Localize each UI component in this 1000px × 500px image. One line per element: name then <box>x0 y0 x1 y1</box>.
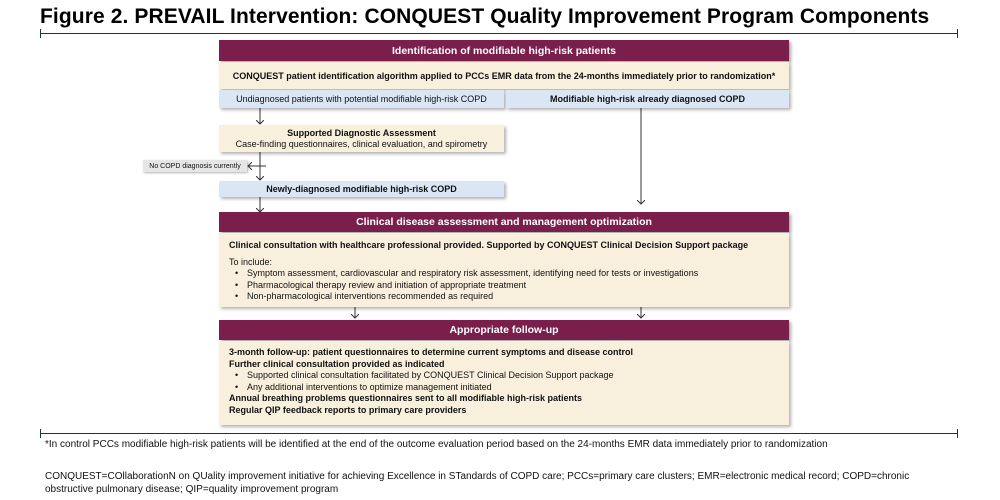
newly-diagnosed-text: Newly-diagnosed modifiable high-risk COPD <box>266 184 457 194</box>
section2-to-include: To include: <box>229 257 273 267</box>
diagnostic-title: Supported Diagnostic Assessment <box>287 128 436 138</box>
figure-title: Figure 2. PREVAIL Intervention: CONQUEST Quality Improvement Program Components <box>40 5 930 28</box>
section1-header: Identification of modifiable high-risk patients <box>219 40 789 61</box>
section3-header: Appropriate follow-up <box>219 320 789 340</box>
already-diagnosed-box <box>506 90 789 108</box>
footnote-abbreviations: CONQUEST=COllaborationN on QUality improvement initiative for achieving Excellence in STandards of COPD care; PCCs=primary care clusters; EMR=electronic medical record; COPD=chronic obstructive pulmonary disease; QIP=quality improvement program <box>45 471 910 495</box>
followup-line2: Further clinical consultation provided as indicated <box>229 358 445 369</box>
no-diagnosis-box <box>143 160 247 172</box>
undiagnosed-box <box>219 90 504 108</box>
section2-bullet: • Non-pharmacological interventions recommended as required <box>229 291 781 303</box>
followup-line4: Regular QIP feedback reports to primary care providers <box>229 404 467 415</box>
newly-diagnosed-box <box>219 181 504 197</box>
followup-line1: 3-month follow-up: patient questionnaires to determine current symptoms and disease control <box>229 347 634 357</box>
undiagnosed-text: Undiagnosed patients with potential modifiable high-risk COPD <box>236 94 487 104</box>
section2-bullet: • Symptom assessment, cardiovascular and respiratory risk assessment, identifying need for tests or investigations <box>229 268 781 280</box>
algorithm-text: CONQUEST patient identification algorithm applied to PCCs EMR data from the 24-months immediately prior to randomization* <box>232 70 776 81</box>
section2-bullet: • Pharmacological therapy review and initiation of appropriate treatment <box>229 280 781 292</box>
section3-bullet: • Supported clinical consultation facilitated by CONQUEST Clinical Decision Support package <box>229 370 781 382</box>
bottom-rule-left-cap <box>40 429 41 438</box>
bottom-rule <box>40 433 958 434</box>
section2-body <box>219 233 789 307</box>
already-diagnosed-text: Modifiable high-risk already diagnosed COPD <box>549 94 746 104</box>
section2-bullet-list <box>229 268 781 303</box>
diagnostic-box <box>219 125 504 152</box>
diagnostic-subtitle: Case-finding questionnaires, clinical evaluation, and spirometry <box>235 139 488 149</box>
algorithm-box <box>219 62 789 89</box>
followup-line3: Annual breathing problems questionnaires sent to all modifiable high-risk patients <box>229 393 583 403</box>
bottom-rule-right-cap <box>957 429 958 438</box>
section2-lead: Clinical consultation with healthcare professional provided. Supported by CONQUEST Clinical Decision Support package <box>229 240 749 250</box>
section2-header: Clinical disease assessment and management optimization <box>219 212 789 232</box>
footnote-asterisk: *In control PCCs modifiable high-risk patients will be identified at the end of the outcome evaluation period based on the 24-months EMR data immediately prior to randomization <box>45 439 828 450</box>
section3-body <box>219 341 789 425</box>
no-diagnosis-text: No COPD diagnosis currently <box>149 162 241 170</box>
section3-bullet: • Any additional interventions to optimize management initiated <box>229 382 781 394</box>
section3-bullet-list <box>229 370 781 393</box>
